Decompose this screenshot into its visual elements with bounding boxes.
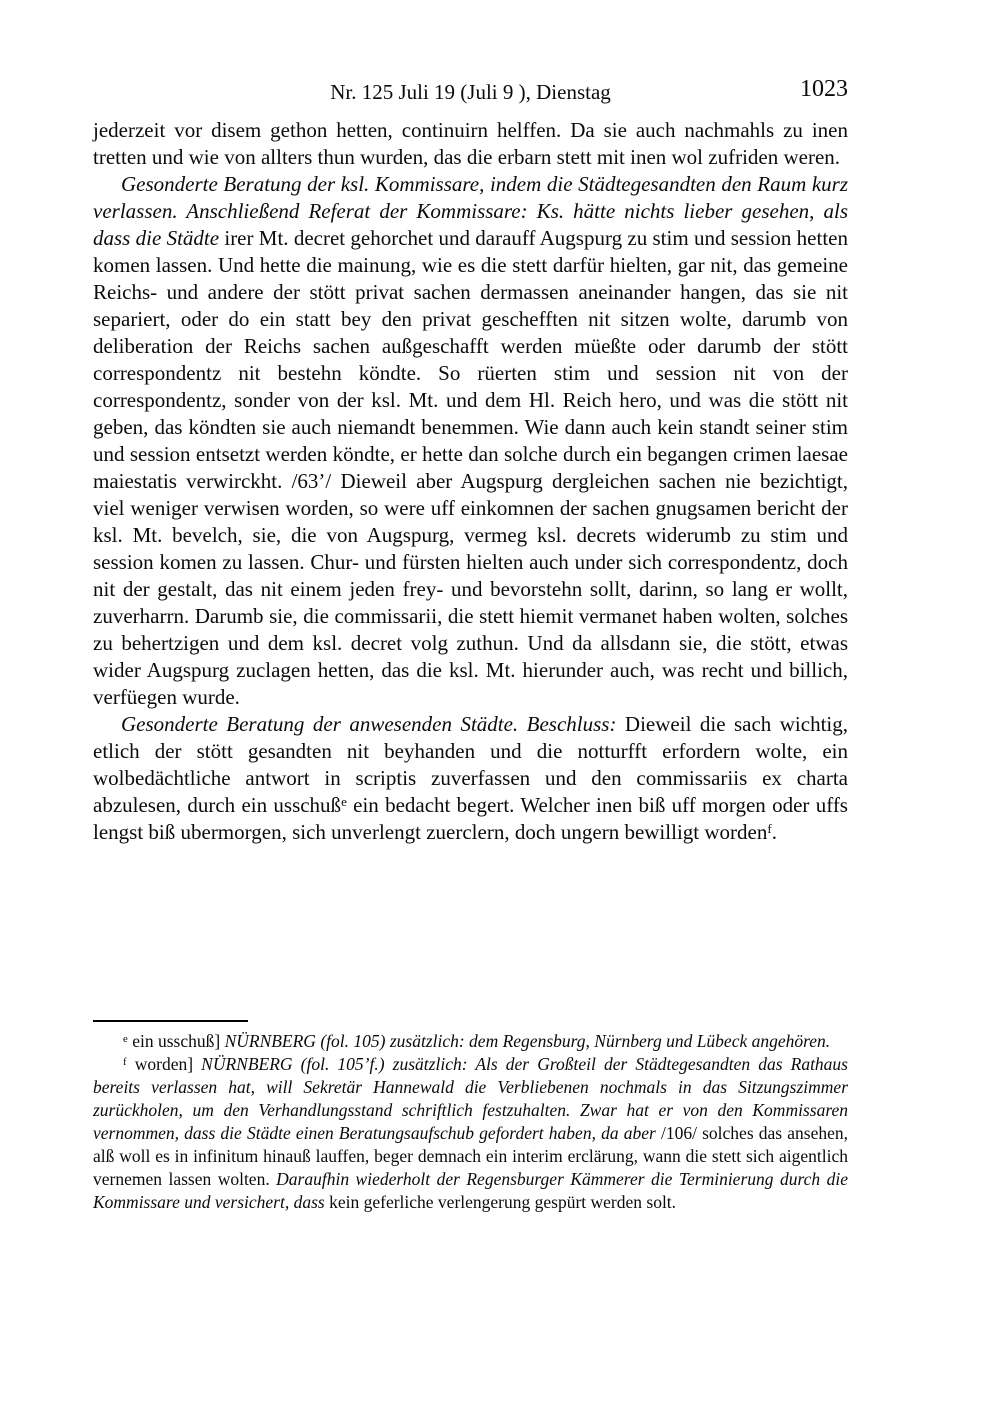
text-run: irer Mt. decret gehorchet und darauff Augspurg zu stim und session hetten komen lassen. Und hette die mainung, wie es die stett darfür hielten, gar nit, das gemeine Reichs- und andere der stött privat sachen dermassen aneinander hangen, das sie nit separiert, oder do ein statt bey den privat geschefften nit sitzen wolte, darumb von deliberation der Reichs sachen außgeschafft werden müeßte oder darumb der stött correspondentz nit bestehn köndte. So rüerten stim und session nit von der correspondentz, sonder von der ksl. Mt. und dem Hl. Reich hero, und was die stött nit geben, das köndten sie auch niemandt benemmen. Wie dann auch kein standt seiner stim und session entsetzt werden köndte, er hette dan solche durch ein begangen crimen laesae maiestatis verwirckht. /63’/ Dieweil aber Augspurg dergleichen sachen nie bezichtigt, viel weniger verwisen worden, so were uff einkomnen der sachen gnugsamen bericht der ksl. Mt. bevelch, sie, die von Augspurg, vermeg ksl. decrets widerumb zu stim und session komen zu lassen. Chur- und fürsten hielten auch under sich correspondentz, doch nit der gestalt, das nit einem jeden frey- und bevorstehn sollt, darinn, so lang er wollt, zuverharrn. Darumb sie, die commissarii, die stett hiemit vermanet haben wolten, solches zu behertzigen und dem ksl. decret volg zuthun. Und da allsdann sie, die stött, etwas wider Augspurg zuclagen hetten, das die ksl. Mt. hierunder auch, was recht und billich, verfüegen wurde. xyxy=(93,226,848,709)
text-run: Gesonderte Beratung der anwesenden Städte. Beschluss: xyxy=(121,712,625,736)
footnote xyxy=(93,1030,848,1053)
footnote-section xyxy=(93,1020,848,1214)
footnote-list xyxy=(93,1030,848,1214)
page-number: 1023 xyxy=(800,76,848,102)
text-run: kein geferliche verlengerung gespürt werden solt. xyxy=(329,1192,677,1212)
text-run: Daraufhin wiederholt der Regensburger Kämmerer die Terminierung durch die Kommissare und versichert, dass xyxy=(93,1169,848,1212)
footnote-reference: e xyxy=(341,793,347,809)
footnote-marker: f xyxy=(123,1055,127,1068)
text-run: NÜRNBERG (fol. 105’f.) zusätzlich: Als der Großteil der Städtegesandten das Rathaus bereits verlassen hat, will Sekretär Hannewald die Verbliebenen nochmals in das Sitzungszimmer zurückholen, um den Verhandlungsstand schriftlich festzuhalten. Zwar hat er von den Kommissaren vernommen, dass die Städte einen Beratungsaufschub gefordert haben, da aber xyxy=(93,1054,848,1143)
text-run: Gesonderte Beratung der ksl. Kommissare, indem die Städtegesandten den Raum kurz verlassen. Anschließend Referat der Kommissare: Ks. hätte nichts lieber gesehen, als dass die Städte xyxy=(93,172,848,250)
text-run: /106/ solches das ansehen, alß woll es in infinitum hinauß lauffen, beger demnach ein interim erclärung, wann die stett sich aigentlich vernemen lassen wolten. xyxy=(93,1123,848,1189)
footnote-marker: e xyxy=(123,1032,128,1045)
paragraph xyxy=(93,117,848,171)
text-run: worden] xyxy=(126,1054,202,1074)
footnote-reference: f xyxy=(767,820,772,836)
footnote xyxy=(93,1053,848,1214)
paragraph xyxy=(93,171,848,711)
footnote-separator-rule xyxy=(93,1020,248,1022)
main-text-block xyxy=(93,117,848,846)
text-run: jederzeit vor disem gethon hetten, continuirn helffen. Da sie auch nachmahls zu inen tretten und wie von allters thun wurden, das die erbarn stett mit inen wol zufriden weren. xyxy=(93,118,848,169)
text-run: Dieweil die sach wichtig, etlich der stött gesandten nit beyhanden und die notturfft erfordern wolte, ein wolbedächtliche antwort in scriptis zuverfassen und den commissariis ex charta abzulesen, durch ein usschuß xyxy=(93,712,848,817)
text-run: . xyxy=(771,820,777,844)
paragraph xyxy=(93,711,848,846)
text-run: NÜRNBERG (fol. 105) zusätzlich: dem Regensburg, Nürnberg und Lübeck angehören. xyxy=(224,1031,831,1051)
text-run: ein usschuß] xyxy=(127,1031,225,1051)
running-head: Nr. 125 Juli 19 (Juli 9 ), Dienstag xyxy=(330,80,611,104)
text-run: ein bedacht begert. Welcher inen biß uff morgen oder uffs lengst biß ubermorgen, sich unverlengt zuerclern, doch ungern bewilligt worden xyxy=(93,793,848,844)
